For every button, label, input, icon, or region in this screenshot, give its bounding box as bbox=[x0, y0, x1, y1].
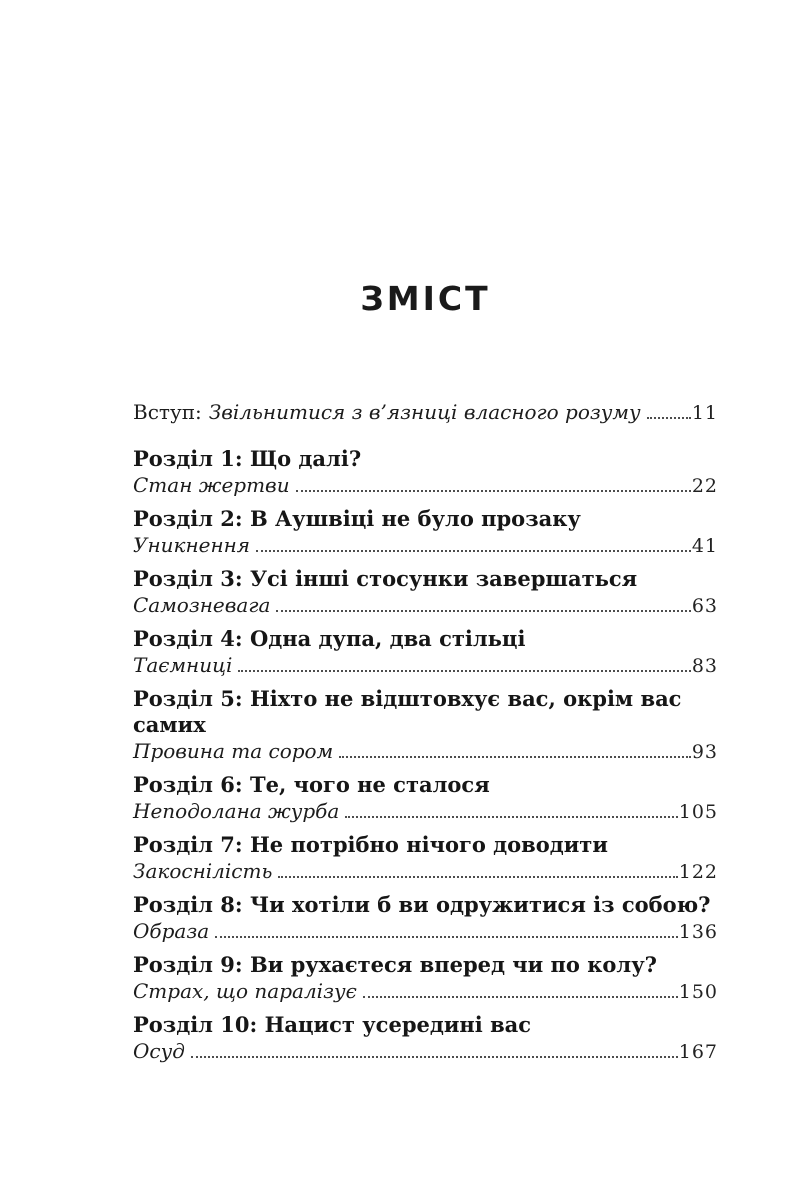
page-number: 167 bbox=[678, 1041, 718, 1063]
chapter-subtitle-line bbox=[133, 592, 718, 619]
toc-chapter-entry bbox=[133, 892, 718, 945]
toc-chapter-entry bbox=[133, 506, 718, 559]
chapter-title: Розділ 9: Ви рухаєтеся вперед чи по колу? bbox=[133, 952, 657, 977]
chapter-subtitle-line bbox=[133, 738, 718, 765]
toc-chapter-entry bbox=[133, 772, 718, 825]
chapter-subtitle-line bbox=[133, 798, 718, 825]
page-number: 63 bbox=[691, 595, 718, 617]
chapter-subtitle-line bbox=[133, 1038, 718, 1065]
page-number: 136 bbox=[678, 921, 718, 943]
chapter-subtitle-line bbox=[133, 918, 718, 945]
dot-leader bbox=[296, 487, 691, 492]
chapter-title: Розділ 6: Те, чого не сталося bbox=[133, 772, 490, 797]
dot-leader bbox=[345, 813, 677, 818]
page-number: 22 bbox=[691, 475, 718, 497]
toc-chapter-entry bbox=[133, 626, 718, 679]
page-number: 83 bbox=[691, 655, 718, 677]
chapter-subtitle: Провина та сором bbox=[133, 739, 334, 763]
intro-subtitle: Звільнитися з в’язниці власного розуму bbox=[208, 400, 641, 424]
intro-label: Вступ: bbox=[133, 400, 202, 424]
chapter-subtitle: Неподолана журба bbox=[133, 799, 340, 823]
chapter-subtitle: Стан жертви bbox=[133, 473, 290, 497]
chapter-subtitle: Осуд bbox=[133, 1039, 185, 1063]
chapter-subtitle: Страх, що паралізує bbox=[133, 979, 357, 1003]
chapter-title: Розділ 1: Що далі? bbox=[133, 446, 362, 471]
page-number: 93 bbox=[691, 741, 718, 763]
toc-chapter-entry bbox=[133, 1012, 718, 1065]
page-number: 41 bbox=[691, 535, 718, 557]
chapter-subtitle-line bbox=[133, 652, 718, 679]
toc-chapter-entry bbox=[133, 832, 718, 885]
dot-leader bbox=[276, 607, 690, 612]
page-number: 105 bbox=[678, 801, 718, 823]
chapter-title: Розділ 5: Ніхто не відштовхує вас, окрім вас самих bbox=[133, 686, 682, 737]
chapter-subtitle: Уникнення bbox=[133, 533, 251, 557]
page-number: 122 bbox=[678, 861, 718, 883]
dot-leader bbox=[238, 667, 690, 672]
chapter-subtitle-line bbox=[133, 978, 718, 1005]
toc-chapter-entry bbox=[133, 686, 718, 765]
chapter-subtitle-line bbox=[133, 472, 718, 499]
dot-leader bbox=[278, 873, 677, 878]
dot-leader bbox=[647, 414, 691, 419]
dot-leader bbox=[191, 1053, 678, 1058]
dot-leader bbox=[339, 753, 691, 758]
dot-leader bbox=[215, 933, 678, 938]
toc-chapter-entry bbox=[133, 446, 718, 499]
chapter-title: Розділ 2: В Аушвіці не було прозаку bbox=[133, 506, 581, 531]
page-title: ЗМІСТ bbox=[360, 279, 491, 318]
toc-chapter-entry bbox=[133, 952, 718, 1005]
chapter-title: Розділ 4: Одна дупа, два стільці bbox=[133, 626, 526, 651]
chapter-title: Розділ 7: Не потрібно нічого доводити bbox=[133, 832, 608, 857]
dot-leader bbox=[363, 993, 678, 998]
chapter-title: Розділ 3: Усі інші стосунки завершаться bbox=[133, 566, 638, 591]
chapter-title: Розділ 10: Нацист усередині вас bbox=[133, 1012, 532, 1037]
chapter-subtitle-line bbox=[133, 858, 718, 885]
page-number: 11 bbox=[691, 402, 718, 424]
chapter-subtitle: Самозневага bbox=[133, 593, 271, 617]
chapter-title: Розділ 8: Чи хотіли б ви одружитися із собою? bbox=[133, 892, 711, 917]
toc-intro-entry bbox=[133, 399, 718, 426]
toc-chapter-entry bbox=[133, 566, 718, 619]
chapter-subtitle: Таємниці bbox=[133, 653, 233, 677]
chapter-subtitle: Закоснілість bbox=[133, 859, 273, 883]
dot-leader bbox=[256, 547, 691, 552]
page-number: 150 bbox=[678, 981, 718, 1003]
chapter-subtitle-line bbox=[133, 532, 718, 559]
chapter-subtitle: Образа bbox=[133, 919, 210, 943]
